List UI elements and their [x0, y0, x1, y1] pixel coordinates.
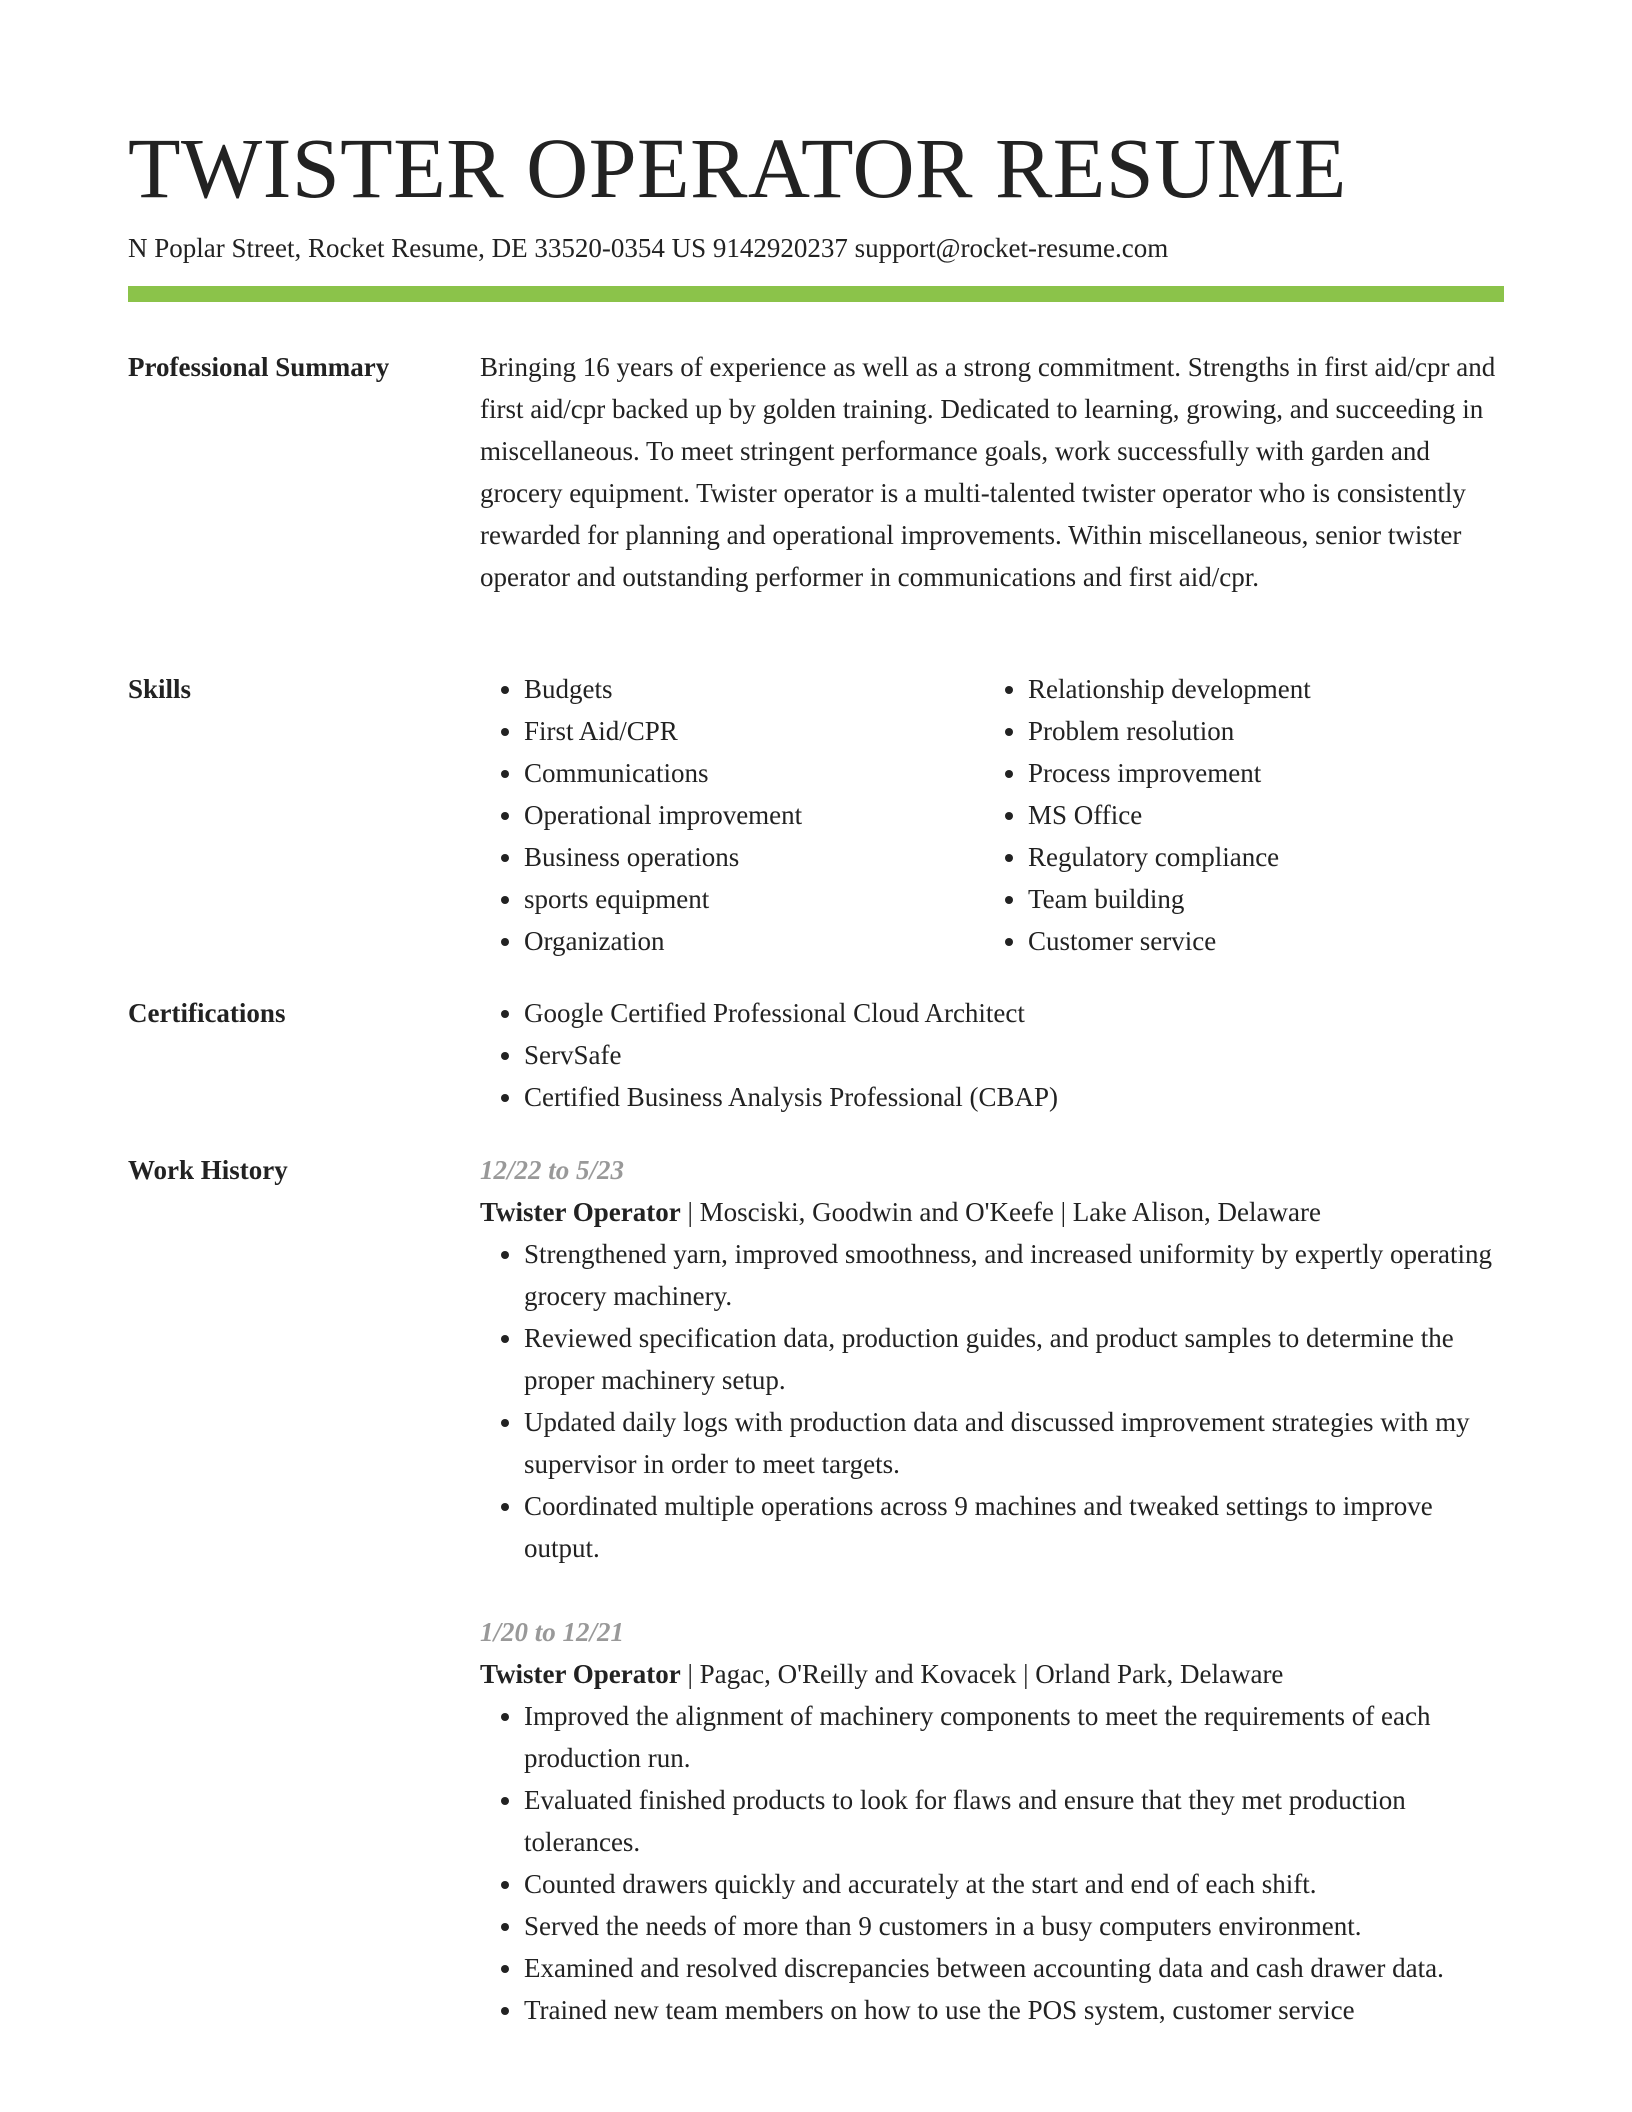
skill-item: • Customer service: [1028, 920, 1488, 962]
job-title: Twister Operator: [480, 1659, 681, 1689]
certification-item: • Certified Business Analysis Professional (CBAP): [524, 1076, 1504, 1118]
skill-item: • sports equipment: [524, 878, 984, 920]
job-bullet: • Strengthened yarn, improved smoothness, and increased uniformity by expertly operating grocery machinery.: [524, 1233, 1504, 1317]
summary-heading: Professional Summary: [128, 352, 390, 382]
summary-body: [480, 346, 1504, 598]
job-dates: 1/20 to 12/21: [480, 1617, 625, 1647]
skills-heading: Skills: [128, 674, 192, 704]
job-heading: [480, 1653, 1504, 1695]
job-dates: 12/22 to 5/23: [480, 1155, 625, 1185]
job-bullet: • Coordinated multiple operations across 9 machines and tweaked settings to improve output.: [524, 1485, 1504, 1569]
skill-item: • Operational improvement: [524, 794, 984, 836]
certifications-heading: Certifications: [128, 998, 286, 1028]
job-bullet: • Trained new team members on how to use the POS system, customer service: [524, 1989, 1504, 2031]
job-details: | Mosciski, Goodwin and O'Keefe | Lake Alison, Delaware: [680, 1197, 1321, 1227]
job-bullet: • Updated daily logs with production data and discussed improvement strategies with my supervisor in order to meet targets.: [524, 1401, 1504, 1485]
certifications-list: [480, 992, 1504, 1118]
skills-list-right: [984, 668, 1488, 962]
job-bullet: • Served the needs of more than 9 customers in a busy computers environment.: [524, 1905, 1504, 1947]
summary-text: Bringing 16 years of experience as well as a strong commitment. Strengths in first aid/cpr and first aid/cpr backed up by golden training. Dedicated to learning, growing, and succeeding in miscellaneous. To meet stringent performance goals, work successfully with garden and grocery equipment. Twister operator is a multi-talented twister operator who is consistently rewarded for planning and operational improvements. Within miscellaneous, senior twister operator and outstanding performer in communications and first aid/cpr.: [480, 352, 1496, 592]
skill-item: • Regulatory compliance: [1028, 836, 1488, 878]
contact-line: N Poplar Street, Rocket Resume, DE 33520-0354 US 9142920237 support@rocket-resume.com: [128, 233, 1169, 263]
skills-body: [480, 668, 1504, 962]
work-history-body: [480, 1149, 1504, 2031]
skill-item: • First Aid/CPR: [524, 710, 984, 752]
accent-divider: [128, 286, 1504, 302]
skill-item: • MS Office: [1028, 794, 1488, 836]
certification-item: • ServSafe: [524, 1034, 1504, 1076]
job-bullet: • Examined and resolved discrepancies between accounting data and cash drawer data.: [524, 1947, 1504, 1989]
job-entry: [480, 1149, 1504, 1569]
skill-item: • Budgets: [524, 668, 984, 710]
skill-item: • Problem resolution: [1028, 710, 1488, 752]
job-entry: [480, 1611, 1504, 2031]
resume-title: TWISTER OPERATOR RESUME: [128, 120, 1347, 216]
skill-item: • Organization: [524, 920, 984, 962]
job-bullet: • Improved the alignment of machinery components to meet the requirements of each production run.: [524, 1695, 1504, 1779]
job-details: | Pagac, O'Reilly and Kovacek | Orland Park, Delaware: [680, 1659, 1284, 1689]
skill-item: • Business operations: [524, 836, 984, 878]
skill-item: • Communications: [524, 752, 984, 794]
job-bullet: • Evaluated finished products to look for flaws and ensure that they met production tolerances.: [524, 1779, 1504, 1863]
skill-item: • Team building: [1028, 878, 1488, 920]
skill-item: • Relationship development: [1028, 668, 1488, 710]
certifications-body: [480, 992, 1504, 1118]
job-bullet-list: [480, 1695, 1504, 2031]
job-bullet-list: [480, 1233, 1504, 1569]
job-heading: [480, 1191, 1504, 1233]
job-bullet: • Counted drawers quickly and accurately at the start and end of each shift.: [524, 1863, 1504, 1905]
job-title: Twister Operator: [480, 1197, 681, 1227]
certification-item: • Google Certified Professional Cloud Architect: [524, 992, 1504, 1034]
work-history-heading: Work History: [128, 1155, 288, 1185]
job-bullet: • Reviewed specification data, production guides, and product samples to determine the proper machinery setup.: [524, 1317, 1504, 1401]
skill-item: • Process improvement: [1028, 752, 1488, 794]
skills-list-left: [480, 668, 984, 962]
